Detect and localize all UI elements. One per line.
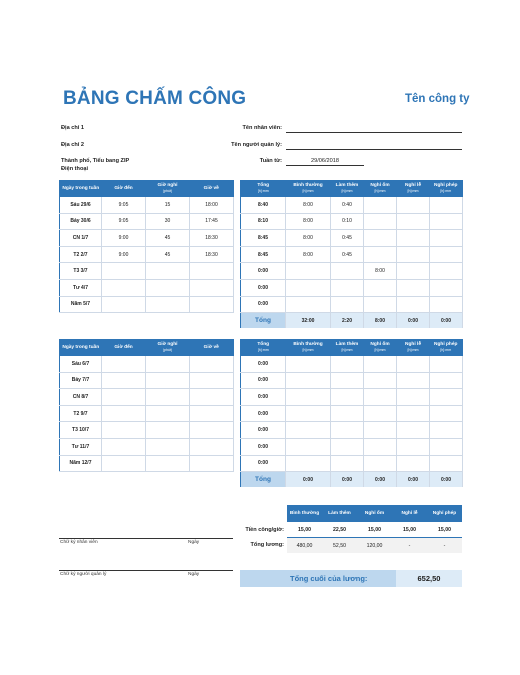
- employee-name-label: Tên nhân viên:: [242, 125, 282, 131]
- vacation-cell[interactable]: [430, 296, 463, 313]
- pay-header-overtime: Làm thêm: [322, 505, 357, 522]
- vacation-cell[interactable]: [430, 263, 463, 280]
- employee-signature-line[interactable]: [59, 538, 233, 539]
- day-cell: Sáu 29/6: [60, 197, 102, 213]
- col-total: Tổng [h]:mm: [241, 339, 286, 356]
- table-row: [241, 455, 463, 472]
- rate-sick[interactable]: 15,00: [357, 522, 392, 538]
- col-out: Giờ về: [190, 180, 234, 197]
- table-row: [60, 438, 234, 455]
- sick-cell[interactable]: [364, 213, 397, 230]
- out-cell[interactable]: 18:00: [190, 197, 234, 213]
- col-normal: Bình thường [h]:mm: [286, 180, 331, 197]
- sick-cell[interactable]: [364, 389, 397, 406]
- total-cell: 8:45: [241, 246, 286, 263]
- day-cell: T2 2/7: [60, 246, 102, 263]
- sick-cell[interactable]: [364, 246, 397, 263]
- week1-total-sick: 8:00: [364, 313, 397, 329]
- manager-signature-label: Chữ ký người quản lý: [60, 572, 107, 577]
- normal-cell[interactable]: [286, 422, 331, 439]
- out-cell[interactable]: [190, 455, 234, 472]
- week1-total-row: [241, 313, 463, 329]
- col-break: Giờ nghỉ (phút): [146, 180, 190, 197]
- out-cell[interactable]: [190, 422, 234, 439]
- in-cell[interactable]: [102, 372, 146, 389]
- week1-total-holiday: 0:00: [397, 313, 430, 329]
- break-cell[interactable]: [146, 422, 190, 439]
- final-total-label: Tổng cuối của lương:: [290, 574, 368, 583]
- pay-header-holiday: Nghỉ lễ: [392, 505, 427, 522]
- table-row: [241, 263, 463, 280]
- week1-total-vacation: 0:00: [430, 313, 463, 329]
- week1-total-normal: 32:00: [286, 313, 331, 329]
- in-cell[interactable]: 9:00: [102, 230, 146, 247]
- table-row: [241, 279, 463, 296]
- in-cell[interactable]: [102, 296, 146, 313]
- out-cell[interactable]: [190, 438, 234, 455]
- wage-sick: 120,00: [357, 538, 392, 554]
- out-cell[interactable]: 18:30: [190, 246, 234, 263]
- table-row: [60, 296, 234, 313]
- rate-vacation[interactable]: 15,00: [427, 522, 462, 538]
- vacation-cell[interactable]: [430, 279, 463, 296]
- sick-cell[interactable]: [364, 372, 397, 389]
- employee-date-label: Ngày: [188, 540, 200, 545]
- in-cell[interactable]: [102, 389, 146, 406]
- sick-cell[interactable]: [364, 230, 397, 247]
- overtime-cell[interactable]: [331, 405, 364, 422]
- break-cell[interactable]: [146, 356, 190, 372]
- holiday-cell[interactable]: [397, 422, 430, 439]
- week-start-value: 29/06/2018: [311, 158, 339, 164]
- overtime-cell[interactable]: 0:40: [331, 197, 364, 213]
- vacation-cell[interactable]: [430, 246, 463, 263]
- break-cell[interactable]: 30: [146, 213, 190, 230]
- normal-cell[interactable]: [286, 455, 331, 472]
- sick-cell[interactable]: [364, 356, 397, 372]
- table-row: [60, 213, 234, 230]
- table-row: [60, 455, 234, 472]
- day-cell: CN 8/7: [60, 389, 102, 406]
- wage-overtime: 52,50: [322, 538, 357, 554]
- col-day: Ngày trong tuần: [60, 339, 102, 356]
- holiday-cell[interactable]: [397, 389, 430, 406]
- day-cell: T3 3/7: [60, 263, 102, 280]
- out-cell[interactable]: [190, 279, 234, 296]
- in-cell[interactable]: [102, 263, 146, 280]
- break-cell[interactable]: [146, 455, 190, 472]
- holiday-cell[interactable]: [397, 296, 430, 313]
- day-cell: Bảy 7/7: [60, 372, 102, 389]
- col-normal: Bình thường [h]:mm: [286, 339, 331, 356]
- address-2[interactable]: Địa chỉ 2: [61, 142, 85, 148]
- break-cell[interactable]: [146, 372, 190, 389]
- wage-label: Tổng lương:: [250, 542, 284, 549]
- day-cell: Tư 11/7: [60, 438, 102, 455]
- total-cell: 8:10: [241, 213, 286, 230]
- vacation-cell[interactable]: [430, 389, 463, 406]
- total-cell: 0:00: [241, 356, 286, 372]
- table-row: [60, 356, 234, 372]
- table-row: [241, 438, 463, 455]
- vacation-cell[interactable]: [430, 197, 463, 213]
- table-row: [241, 230, 463, 247]
- page-title: BẢNG CHẤM CÔNG: [63, 88, 247, 109]
- break-cell[interactable]: [146, 263, 190, 280]
- total-cell: 0:00: [241, 422, 286, 439]
- manager-signature-line[interactable]: [59, 570, 233, 571]
- sick-cell[interactable]: [364, 422, 397, 439]
- week2-time-table: [59, 339, 234, 472]
- day-cell: Tư 4/7: [60, 279, 102, 296]
- table-row: [241, 405, 463, 422]
- rate-overtime[interactable]: 22,50: [322, 522, 357, 538]
- day-cell: Năm 12/7: [60, 455, 102, 472]
- sick-cell[interactable]: 8:00: [364, 263, 397, 280]
- col-overtime: Làm thêm [h]:mm: [331, 339, 364, 356]
- table-row: [60, 372, 234, 389]
- week2-total-vacation: 0:00: [430, 472, 463, 488]
- col-vacation: Nghỉ phép [h]:mm: [430, 339, 463, 356]
- normal-cell[interactable]: [286, 389, 331, 406]
- normal-cell[interactable]: [286, 405, 331, 422]
- week2-total-holiday: 0:00: [397, 472, 430, 488]
- pay-table: [240, 505, 462, 553]
- overtime-cell[interactable]: [331, 356, 364, 372]
- table-row: [60, 263, 234, 280]
- vacation-cell[interactable]: [430, 438, 463, 455]
- out-cell[interactable]: [190, 356, 234, 372]
- pay-header-sick: Nghỉ ốm: [357, 505, 392, 522]
- vacation-cell[interactable]: [430, 405, 463, 422]
- normal-cell[interactable]: 8:00: [286, 230, 331, 247]
- total-cell: 0:00: [241, 455, 286, 472]
- col-vacation: Nghỉ phép [h]:mm: [430, 180, 463, 197]
- normal-cell[interactable]: [286, 438, 331, 455]
- pay-header-vacation: Nghỉ phép: [427, 505, 462, 522]
- col-sick: Nghỉ ốm [h]:mm: [364, 339, 397, 356]
- vacation-cell[interactable]: [430, 356, 463, 372]
- col-break: Giờ nghỉ (phút): [146, 339, 190, 356]
- out-cell[interactable]: 18:30: [190, 230, 234, 247]
- in-cell[interactable]: [102, 422, 146, 439]
- employee-name-field[interactable]: [286, 125, 462, 133]
- week2-total-normal: 0:00: [286, 472, 331, 488]
- day-cell: T2 9/7: [60, 405, 102, 422]
- holiday-cell[interactable]: [397, 405, 430, 422]
- col-in: Giờ đến: [102, 339, 146, 356]
- holiday-cell[interactable]: [397, 372, 430, 389]
- normal-cell[interactable]: [286, 296, 331, 313]
- table-row: [60, 230, 234, 247]
- wage-row: [240, 538, 462, 554]
- holiday-cell[interactable]: [397, 213, 430, 230]
- manager-name-field[interactable]: [286, 142, 462, 150]
- final-total-value: 652,50: [417, 574, 441, 583]
- normal-cell[interactable]: 8:00: [286, 246, 331, 263]
- week1-time-table: [59, 180, 234, 313]
- sick-cell[interactable]: [364, 405, 397, 422]
- col-sick: Nghỉ ốm [h]:mm: [364, 180, 397, 197]
- total-cell: 0:00: [241, 279, 286, 296]
- table-row: [241, 422, 463, 439]
- sick-cell[interactable]: [364, 296, 397, 313]
- col-total: Tổng [h]:mm: [241, 180, 286, 197]
- table-row: [241, 213, 463, 230]
- table-row: [60, 246, 234, 263]
- normal-cell[interactable]: 8:00: [286, 197, 331, 213]
- address-1[interactable]: Địa chỉ 1: [61, 125, 85, 131]
- pay-header-normal: Bình thường: [287, 505, 322, 522]
- total-cell: 0:00: [241, 263, 286, 280]
- table-row: [241, 372, 463, 389]
- overtime-cell[interactable]: [331, 389, 364, 406]
- out-cell[interactable]: [190, 405, 234, 422]
- company-name[interactable]: Tên công ty: [405, 93, 470, 105]
- wage-normal: 480,00: [287, 538, 322, 554]
- out-cell[interactable]: [190, 296, 234, 313]
- normal-cell[interactable]: 8:00: [286, 213, 331, 230]
- week1-hours-table: [240, 180, 463, 328]
- col-holiday: Nghỉ lễ [h]:mm: [397, 339, 430, 356]
- in-cell[interactable]: [102, 405, 146, 422]
- table-row: [241, 296, 463, 313]
- day-cell: Bảy 30/6: [60, 213, 102, 230]
- normal-cell[interactable]: [286, 263, 331, 280]
- table-row: [60, 389, 234, 406]
- manager-date-label: Ngày: [188, 572, 200, 577]
- total-cell: 0:00: [241, 438, 286, 455]
- col-overtime: Làm thêm [h]:mm: [331, 180, 364, 197]
- week2-total-row: [241, 472, 463, 488]
- overtime-cell[interactable]: [331, 438, 364, 455]
- wage-holiday: -: [392, 538, 427, 554]
- sick-cell[interactable]: [364, 438, 397, 455]
- total-cell: 8:40: [241, 197, 286, 213]
- in-cell[interactable]: [102, 438, 146, 455]
- break-cell[interactable]: 45: [146, 230, 190, 247]
- out-cell[interactable]: 17:45: [190, 213, 234, 230]
- table-row: [60, 422, 234, 439]
- manager-name-label: Tên người quản lý:: [231, 142, 282, 148]
- rate-label: Tiền công/giờ:: [245, 526, 284, 533]
- col-holiday: Nghỉ lễ [h]:mm: [397, 180, 430, 197]
- overtime-cell[interactable]: [331, 263, 364, 280]
- week2-total-label: Tổng: [241, 472, 286, 488]
- total-cell: 8:45: [241, 230, 286, 247]
- holiday-cell[interactable]: [397, 279, 430, 296]
- break-cell[interactable]: [146, 279, 190, 296]
- in-cell[interactable]: [102, 356, 146, 372]
- week-start-label: Tuần từ:: [259, 158, 282, 164]
- total-cell: 0:00: [241, 372, 286, 389]
- break-cell[interactable]: [146, 296, 190, 313]
- phone[interactable]: Điện thoại: [61, 166, 89, 172]
- vacation-cell[interactable]: [430, 455, 463, 472]
- pay-header-blank: [240, 505, 287, 522]
- total-cell: 0:00: [241, 389, 286, 406]
- rate-holiday[interactable]: 15,00: [392, 522, 427, 538]
- normal-cell[interactable]: [286, 356, 331, 372]
- break-cell[interactable]: [146, 405, 190, 422]
- vacation-cell[interactable]: [430, 372, 463, 389]
- holiday-cell[interactable]: [397, 455, 430, 472]
- table-row: [241, 356, 463, 372]
- day-cell: CN 1/7: [60, 230, 102, 247]
- overtime-cell[interactable]: [331, 422, 364, 439]
- overtime-cell[interactable]: 0:45: [331, 230, 364, 247]
- vacation-cell[interactable]: [430, 422, 463, 439]
- overtime-cell[interactable]: [331, 296, 364, 313]
- col-day: Ngày trong tuần: [60, 180, 102, 197]
- overtime-cell[interactable]: 0:10: [331, 213, 364, 230]
- holiday-cell[interactable]: [397, 438, 430, 455]
- table-row: [60, 405, 234, 422]
- break-cell[interactable]: [146, 389, 190, 406]
- sick-cell[interactable]: [364, 455, 397, 472]
- week2-total-sick: 0:00: [364, 472, 397, 488]
- out-cell[interactable]: [190, 389, 234, 406]
- table-row: [60, 279, 234, 296]
- holiday-cell[interactable]: [397, 356, 430, 372]
- table-row: [241, 389, 463, 406]
- week2-hours-table: [240, 339, 463, 487]
- in-cell[interactable]: 9:05: [102, 197, 146, 213]
- in-cell[interactable]: 9:00: [102, 246, 146, 263]
- total-cell: 0:00: [241, 296, 286, 313]
- normal-cell[interactable]: [286, 279, 331, 296]
- overtime-cell[interactable]: [331, 372, 364, 389]
- table-row: [241, 246, 463, 263]
- table-row: [241, 197, 463, 213]
- break-cell[interactable]: 15: [146, 197, 190, 213]
- rate-row: [240, 522, 462, 538]
- week1-total-label: Tổng: [241, 313, 286, 329]
- overtime-cell[interactable]: [331, 279, 364, 296]
- holiday-cell[interactable]: [397, 246, 430, 263]
- break-cell[interactable]: [146, 438, 190, 455]
- employee-signature-label: Chữ ký nhân viên: [60, 540, 98, 545]
- vacation-cell[interactable]: [430, 213, 463, 230]
- overtime-cell[interactable]: [331, 455, 364, 472]
- in-cell[interactable]: [102, 279, 146, 296]
- in-cell[interactable]: 9:05: [102, 213, 146, 230]
- out-cell[interactable]: [190, 372, 234, 389]
- sick-cell[interactable]: [364, 279, 397, 296]
- holiday-cell[interactable]: [397, 263, 430, 280]
- normal-cell[interactable]: [286, 372, 331, 389]
- day-cell: T3 10/7: [60, 422, 102, 439]
- week2-total-overtime: 0:00: [331, 472, 364, 488]
- holiday-cell[interactable]: [397, 230, 430, 247]
- week1-total-overtime: 2:20: [331, 313, 364, 329]
- wage-vacation: -: [427, 538, 462, 554]
- in-cell[interactable]: [102, 455, 146, 472]
- col-in: Giờ đến: [102, 180, 146, 197]
- overtime-cell[interactable]: 0:45: [331, 246, 364, 263]
- col-out: Giờ về: [190, 339, 234, 356]
- day-cell: Sáu 6/7: [60, 356, 102, 372]
- out-cell[interactable]: [190, 263, 234, 280]
- day-cell: Năm 5/7: [60, 296, 102, 313]
- break-cell[interactable]: 45: [146, 246, 190, 263]
- sick-cell[interactable]: [364, 197, 397, 213]
- table-row: [60, 197, 234, 213]
- rate-normal[interactable]: 15,00: [287, 522, 322, 538]
- holiday-cell[interactable]: [397, 197, 430, 213]
- city-state-zip[interactable]: Thành phố, Tiểu bang ZIP: [61, 158, 130, 164]
- vacation-cell[interactable]: [430, 230, 463, 247]
- total-cell: 0:00: [241, 405, 286, 422]
